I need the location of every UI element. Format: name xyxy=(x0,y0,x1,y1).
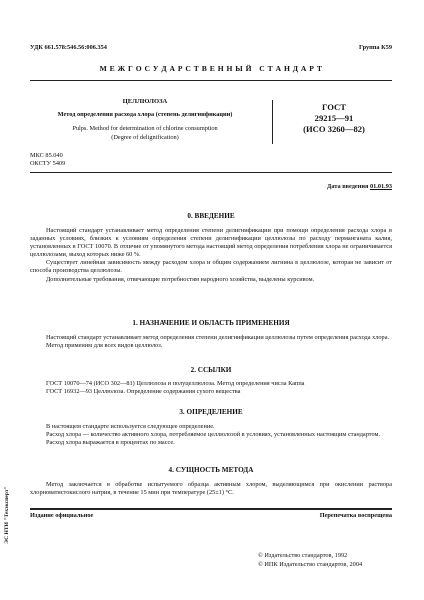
definition-paragraph-1: В настоящем стандарте используется следующее определение. xyxy=(46,423,215,430)
reprint-notice: Перепечатка воспрещена xyxy=(319,512,392,519)
method-paragraph-1: Метод заключается в обработке испытуемого образца активным хлором, выделяющимся при окислении раствора хлорноватистокислого натрия, в течение 15 мин при температуре (25±1) °С. xyxy=(30,481,392,497)
intro-paragraph-2: Существует линейная зависимость между расходом хлора и общим содержанием лигнина в целлюлозе, которая не зависит от способа производства целлюлозы. xyxy=(30,259,392,275)
intro-text xyxy=(30,227,392,284)
gost-divider xyxy=(272,100,273,144)
date-value: 01.01.93 xyxy=(369,183,392,190)
definition-text xyxy=(30,423,392,447)
refs-heading: 2. ССЫЛКИ xyxy=(190,366,232,374)
scope-heading: 1. НАЗНАЧЕНИЕ И ОБЛАСТЬ ПРИМЕНЕНИЯ xyxy=(132,319,290,327)
introduction-date xyxy=(327,183,392,191)
intro-paragraph-3: Дополнительные требования, отвечающие потребностям народного хозяйства, выделены курсивом. xyxy=(46,275,315,283)
copyright-2: © ИПК Издательство стандартов, 2004 xyxy=(258,561,363,568)
group-code: Группа К59 xyxy=(358,44,392,51)
definition-paragraph-3: Расход хлора выражается в процентах по массе. xyxy=(46,439,175,447)
header-rule xyxy=(30,80,392,81)
mks-code: МКС 85.040 xyxy=(30,152,63,159)
title-method-en-1: Pulps. Method for determination of chlorine consumption xyxy=(72,125,218,132)
definition-heading: 3. ОПРЕДЕЛЕНИЕ xyxy=(179,408,243,416)
title-method-en-2: (Degree of delignification) xyxy=(111,134,179,141)
standard-type: М Е Ж Г О С У Д А Р С Т В Е Н Н Ы Й С Т А Н Д А Р Т xyxy=(99,64,323,73)
method-heading: 4. СУЩНОСТЬ МЕТОДА xyxy=(168,466,254,474)
scope-paragraph-2: Метод применим для всех видов целлюлоз. xyxy=(46,342,163,350)
scope-text xyxy=(30,334,392,350)
title-rule xyxy=(30,172,392,173)
intro-heading: 0. ВВЕДЕНИЕ xyxy=(187,212,235,220)
gost-label: ГОСТ xyxy=(322,102,346,112)
refs-list xyxy=(30,380,392,396)
intro-paragraph-1: Настоящий стандарт устанавливает метод определения степени делигнификации при помощи определения расхода хлора в заданных условиях, близких к условиям определения степени делигнификации целлюлозы по расходу перманганата калия, установленных в ГОСТ 10070. В отличие от упомянутого метода настоящий метод определения потребления хлора не ограничивается целлюлозами, выход которых ниже 60 %. xyxy=(30,227,392,259)
side-stamp: ЭС НТИ "Техэксперт" xyxy=(4,486,10,544)
copyright-1: © Издательство стандартов, 1992 xyxy=(258,552,348,559)
okstu-code: ОКСТУ 5409 xyxy=(30,160,66,167)
definition-paragraph-2: Расход хлора — количество активного хлора, потребляемое целлюлозой в условиях, установленных настоящим стандартом. xyxy=(46,431,381,439)
udk-code: УДК 661.578:546.56:006.354 xyxy=(30,44,107,51)
title-method-ru: Метод определения расхода хлора (степень делигнификации) xyxy=(57,111,233,118)
scope-paragraph-1: Настоящий стандарт устанавливает метод определения степени делигнификации целлюлозы путем определения расхода хлора. xyxy=(46,334,390,341)
reference-2: ГОСТ 16932—93 Целлюлоза. Определение содержания сухого вещества xyxy=(46,388,241,396)
footer-rule xyxy=(30,508,392,510)
method-text xyxy=(30,481,392,497)
gost-number: 29215—91 xyxy=(314,113,354,123)
reference-1: ГОСТ 10070—74 (ИСО 302—81) Целлюлоза и полуцеллюлоза. Метод определения числа Каппа xyxy=(46,380,305,387)
date-label: Дата введения xyxy=(327,183,369,190)
official-edition: Издание официальное xyxy=(30,512,94,519)
iso-number: (ИСО 3260—82) xyxy=(303,124,365,134)
title-name: ЦЕЛЛЮЛОЗА xyxy=(122,98,168,105)
